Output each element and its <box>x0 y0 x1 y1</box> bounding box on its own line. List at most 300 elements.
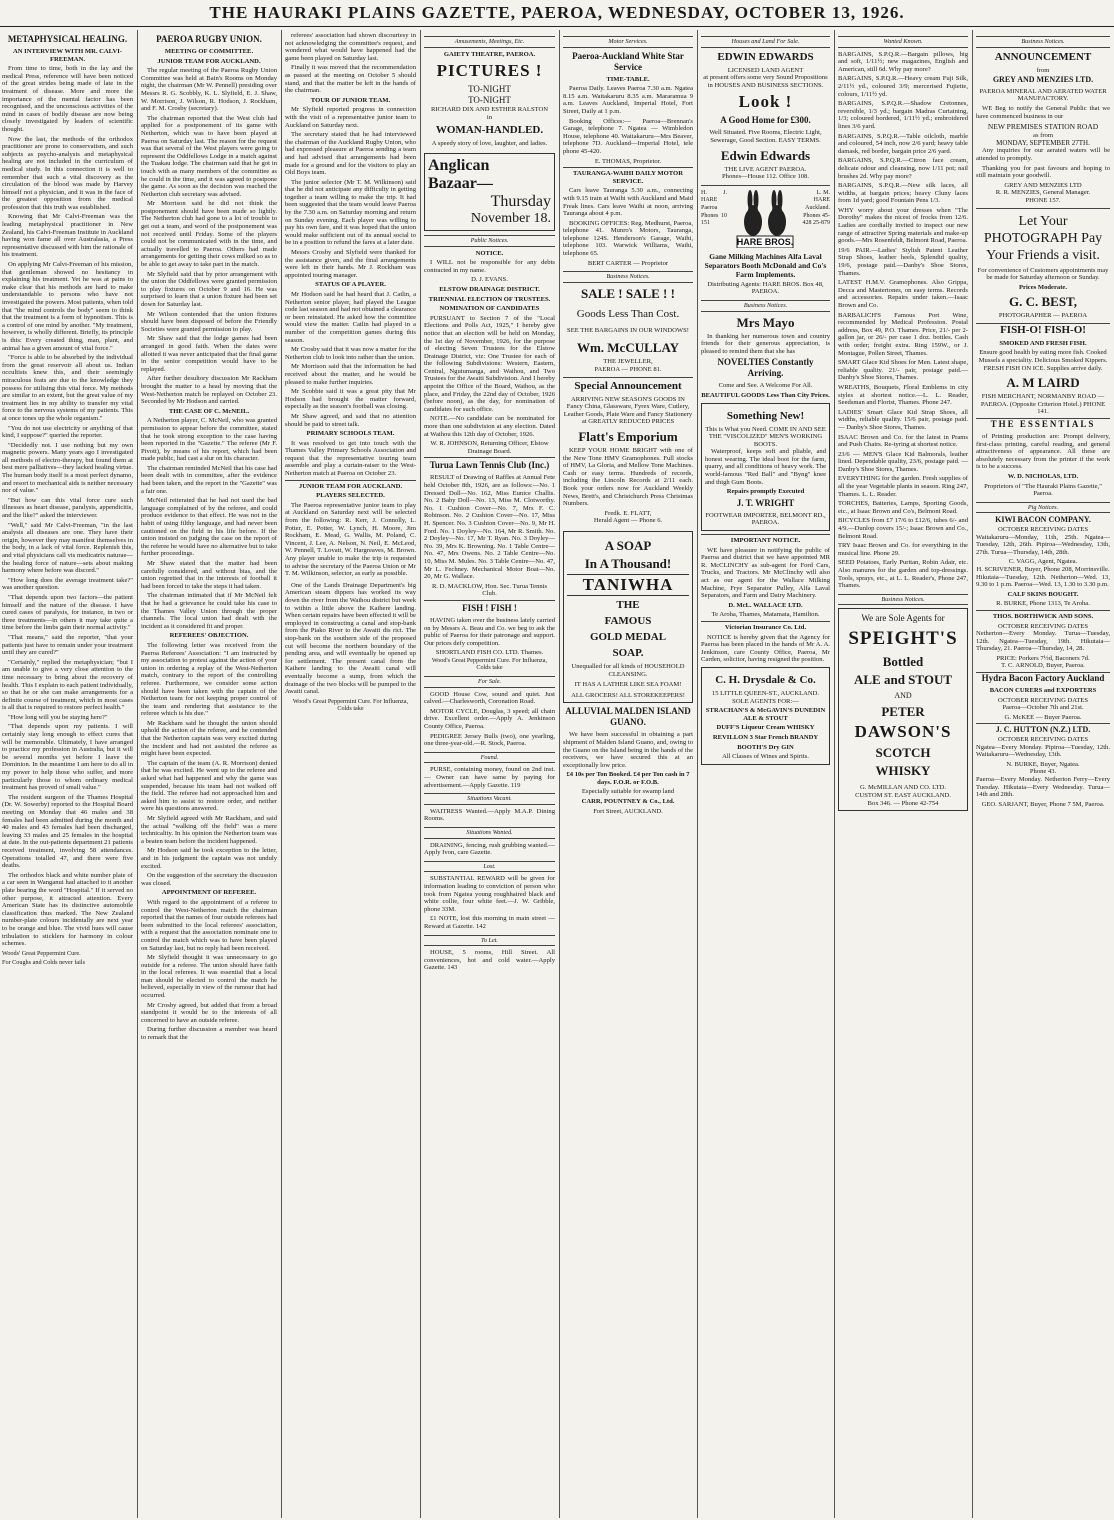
ale-line: ALE and STOUT <box>853 672 953 688</box>
bazaar-notice <box>424 153 555 231</box>
wright-address: FOOTWEAR IMPORTER, BELMONT RD., PAEROA. <box>705 511 826 527</box>
agent-title: THE LIVE AGENT PAEROA. <box>724 165 807 173</box>
paragraph: Mr Crosby agreed, but added that from a broad standpoint it would be to the interests of all concerned to have an outside referee. <box>141 1001 277 1024</box>
company-name: CARR, POUNTNEY & Co., Ltd. <box>581 798 675 806</box>
paragraph: "How long does the average treatment take?" was another question. <box>2 576 133 592</box>
important-heading: IMPORTANT NOTICE. <box>701 534 830 545</box>
section-heading: PLAYERS SELECTED. <box>316 492 385 500</box>
fish-heading: FISH-O! FISH-O! <box>976 323 1110 337</box>
soap-text: Unequalled for all kinds of HOUSEHOLD CLEANSING. <box>571 662 685 678</box>
agent-title: LICENSED LAND AGENT <box>727 66 804 74</box>
column-business-notices <box>976 32 1110 1516</box>
section-header: Pig Notices. <box>976 502 1110 514</box>
hare-logo-icon <box>731 188 799 248</box>
classified: GOOD House Cow, sound and quiet. Just calved.—Charlesworth, Coronation Road. <box>424 690 555 706</box>
paragraph: Finally it was moved that the recommendation as passed at the meeting on October 5 should stand, and that the matter be left in the hands of the chairman. <box>285 64 416 95</box>
paragraph: McNeil reiterated that he had not used the bad language complained of by the referee, and could produce evidence to that effect. He was not in the habit of using filthy language, and had never been cautioned on the field in his life before. If the union insisted on judging the case on the report of the referee he would have no alternative but to take further proceedings. <box>141 497 277 558</box>
paragraph: The following letter was received from the Paeroa Referees' Association: "I am instructed by my association to protest against the action of your union in ordering a replay of the West-Netherton match, contrary to the report of the controlling referee. Furthermore, we consider some action should have been taken with the captain of the Netherton team for not keeping proper control of the team and rendering that assistance to the referee which is his due." <box>141 641 277 718</box>
bazaar-line: Thursday <box>490 192 551 210</box>
hutton-name: J. C. HUTTON (N.Z.) LTD. <box>976 723 1110 734</box>
announcement-heading: ANNOUNCEMENT <box>994 50 1092 63</box>
paragraph: Mr Rackham said he thought the union should uphold the action of the referee, and he contended that the Netherton captain was very excited during the incident and had not assisted the referee as might have been expected. <box>141 719 277 758</box>
as-from: as from <box>1033 132 1053 140</box>
hare-bros-ad <box>701 185 830 250</box>
phone-line: Phone 43. <box>1029 768 1057 776</box>
premises-line: NEW PREMISES STATION ROAD <box>987 122 1099 132</box>
paragraph: Mr Scobbie said it was a great pity that Mr Hodson had brought the matter forward, especially as the season's football was closing. <box>285 388 416 411</box>
product-line: All Classes of Wines and Spirits. <box>722 753 809 761</box>
agent-name: Edwin Edwards <box>720 147 811 163</box>
paragraph: Mr Slyfield said that by prior arrangement with the union the Oddfellows were granted permission to play fixtures on October 9 and 16. He was surprised to learn that a union fixture had been set down for Saturday last. <box>141 270 277 308</box>
soap-text: IT HAS A LATHER LIKE SEA FOAM! <box>574 681 682 689</box>
paragraph: The chairman reported that the West club had applied for a postponement of its game with Netherton, which was to have been played at Paeroa on Saturday last. The reason for the request was that several of the West players were going to represent the Oddfellows Lodge in a match against the Tuakau lodge. The chairman said that he got in touch with as many members of the committee as he could in the time, and it was agreed to postpone the game. As soon as the decision was reached the Netherton club secretary was advised. <box>141 114 277 198</box>
paragraph: The resident surgeon of the Thames Hospital (Dr. W. Sowerby) reported to the Hospital Board meeting on Monday that 46 males and 38 females had been admitted during the month and 40 males and 43 females had been discharged, leaving 33 males and 25 females in the hospital at date. In the out-patients department 21 patients received treatment, involving 58 attendances. Operations totalled 47, and there were five deaths. <box>2 793 133 870</box>
paragraph: Mr Slyfield thought it was unnecessary to go outside for a referee. The union should have faith in the local referees. It was essential that a local man should be elected to control the match he believed, especially in view of the rumour that had occurred. <box>141 954 277 1000</box>
notice-title: FISH ! FISH ! <box>424 600 555 614</box>
drysdale-ad <box>701 667 830 765</box>
bargains-text: SEE THE BARGAINS IN OUR WINDOWS! <box>567 326 689 334</box>
section-header: Business Notices. <box>976 36 1110 48</box>
mcmillan-address: CUSTOM ST. EAST AUCKLAND. <box>855 791 951 799</box>
paragraph: Ngatea—Every Monday. Pipiroa—Tuesday, 12th. Waitakaruru—Wednesday, 13th. <box>976 743 1110 759</box>
signature: H. SCRIVENER, Buyer, Phone 208, Morrinsville. <box>976 565 1110 573</box>
paragraph: WE Beg to notify the General Public that we have commenced business in our <box>976 104 1110 120</box>
column-metaphysical-healing <box>2 32 133 1516</box>
signature: GREY AND MENZIES LTD <box>1004 181 1082 189</box>
classified: £1 NOTE, lost this morning in main street — Reward at Gazette. 142 <box>424 915 555 930</box>
article-title: PAEROA RUGBY UNION. <box>156 34 262 44</box>
paragraph: NOTICE is hereby given that the Agency for Paeroa has been placed in the hands of Mr A. A. Jenkinson, care County Office, Paeroa, Mr Carden, solicitor, having resigned the position. <box>701 633 830 664</box>
paragraph: From time to time, both in the lay and the medical Press, reference will have been noticed of the great strides being made of late in the treatment of disease. More and more the importance of the mental factor has been recognised, and the unconscious activities of the mind in cases of bodily disease are now being closely investigated by leaders of scientific thought. <box>2 65 133 133</box>
paragraph: One of the Lands Drainage Department's big American steam dippers has worked its way down the river from the Waihou district but week to within a little above the Kaihere landing. When certain repairs have been effected it will be employed in constructing a canal and stop-bank from the Piako River to the Awaiti dis rict. The stop-bank on the southern side of the proposed cut will become the northern boundary of the pending area, and will eventually be opened up for settlement. The present canal from the Kaihere landing to the Awaiti canal will eventually become a sump, from which the drainage of the two blocks will be pumped to the Awaiti canal. <box>285 581 416 696</box>
drysdale-address: 15 LITTLE QUEEN-ST., AUCKLAND. <box>711 689 820 697</box>
paragraph: Netherton—Every Monday. Turua—Tuesday, 12th. Ngatea—Tuesday, 19th. Hikutaia—Thursday, 21. Paeroa—Thursday, 14, 28. <box>976 630 1110 653</box>
novelties-heading: NOVELTIES Constantly Arriving. <box>717 357 814 379</box>
paragraph: HAVING taken over the business lately carried on by Messrs A. Beau and Co. we beg to ask the public of Paeroa for their patronage and support. Our prices defy competition. <box>424 616 555 647</box>
paragraph: We have been successful in obtaining a part shipment of Malden Island Guano, and, owing to the Guano on the Island being in the hands of the receivers, we have secured this at an exceptionally low price. <box>563 731 693 769</box>
paragraph: Hikutaia—Tuesday, 12th. Netherton—Wed. 13, 9.30 to 1 p.m. Paeroa—Wed. 13, 1.30 to 3.30 p.m. <box>976 573 1110 589</box>
signature: SHORTLAND FISH CO. LTD. Thames. <box>435 649 544 657</box>
column-wanted-known <box>838 32 968 1516</box>
paragraph: Any inquiries for our aerated waters will be attended to promptly. <box>976 147 1110 162</box>
paragraph: I WILL not be responsible for any debts contracted in my name. <box>424 259 555 274</box>
soap-line: SOAP. <box>612 646 644 659</box>
paragraph: During further discussion a member was heard to remark that the <box>141 1026 277 1042</box>
mayo-footer: BEAUTIFUL GOODS Less Than City Prices. <box>701 391 830 399</box>
article-subtitle: MEETING OF COMMITTEE. <box>164 48 254 55</box>
goods-heading: Goods Less Than Cost. <box>576 307 680 320</box>
repairs-line: Repairs promptly Executed <box>726 488 805 496</box>
dates-heading: OCTOBER RECEIVING DATES <box>998 525 1088 533</box>
section-header: Situations Wanted. <box>424 827 555 839</box>
classified: SUBSTANTIAL REWARD will be given for information leading to conviction of person who took from Ngatea young roughhaired black and white collie, four white feet.—J. W. Gribble, phone 33M. <box>424 875 555 913</box>
section-header: Amusements, Meetings, Etc. <box>424 36 555 48</box>
classified: 19/6 PAIR.—Ladies' Stylish Patent Leather Strap Shoes, leather heels, Splendid quality, 19/6, postage paid.—Danby's Shoe Stores, Thames. <box>838 246 968 277</box>
taniwha-brand: TANIWHA <box>567 574 689 596</box>
guano-title: ALLUVIAL MALDEN ISLAND GUANO. <box>565 706 691 728</box>
film-stars: RICHARD DIX AND ESTHER RALSTON <box>430 106 549 114</box>
signature: Herald Agent — Phone 6. <box>593 517 663 525</box>
paragraph: The Paeroa representative junior team to play at Auckland on Saturday next will be selected from the following: R. Kerr, J. Connolly, L. Potter, E. Potter, W. Lynch, H. Moore, Jim Rockham, E. Mead, G. Wallis, M. Poland, C. Vincent, J. Lee, A. Nelson, N. Neil, E. McLeod, W. Pennell, T. Lovatt, W. Hargreaves, M. Brown. Any player unable to make the trip is requested to advise the secretary of the Paeroa Union or Mr T. M. Wilkinson, selector, as early as possible. <box>285 501 416 578</box>
paragraph: Mr Shaw said that the lodge games had been arranged in good faith. When the dates were allotted it was never anticipated that the final game in the senior competition would have to be replayed. <box>141 335 277 373</box>
paragraph: Mr Shaw agreed, and said that no attention should be paid to street talk. <box>285 412 416 428</box>
paragraph: Waterproof, keeps soft and pliable, and honest wearing. The ideal boot for the farm, quarry, and all conditions of heavy work. The world-famous "Red Ball" and "Byng" knee and thigh Gum Boots. <box>705 448 826 486</box>
paragraph: It was resolved to get into touch with the Thames Valley Primary Schools Association and request that the representative touring team assemble and play a curtain-raiser to the West-Netherton match at Paeroa on October 23. <box>285 439 416 478</box>
mayo-name: Mrs Mayo <box>736 314 795 330</box>
nicholas-name: W. D. NICHOLAS, LTD. <box>1007 473 1079 480</box>
mcmillan-contact: Box 346. — Phone 42-754 <box>867 799 939 807</box>
and-line: AND <box>894 691 912 701</box>
classified: LATEST H.M.V. Gramophones. Also Grippa, Decca and Mastertones, on easy terms. Records and accessories. Repairs under taken.—Isaac Brown and Co. <box>838 279 968 309</box>
classified: BARGAINS, S.P.Q.R.—Shadow Cretonnes, reversible, 1/3 yd.; bargain Madras Curtaining, 1/3; coloured bordered, 1/11½ yd.; embroidered lines 3/6 yard. <box>838 100 968 130</box>
photographer-line: PHOTOGRAPHER — PAEROA <box>998 312 1088 320</box>
soap-line: GOLD MEDAL <box>589 630 667 643</box>
paragraph: Paeroa Daily. Leaves Paeroa 7.30 a.m. Ngatea 8.15 a.m. Waitakaruru 8.35 a.m. Mararamua 9 a.m. Leaves Auckland, Imperial Hotel, Fort Street, Daily at 1 p.m. <box>563 85 693 115</box>
price-line: PRICE: Porkers 7½d, Baconers 7d. <box>996 654 1090 662</box>
film-title: WOMAN-HANDLED. <box>435 124 544 137</box>
article-subtitle: JUNIOR TEAM FOR AUCKLAND. <box>157 57 261 65</box>
paragraph: The junior selector (Mr T. M. Wilkinson) said that he did not anticipate any difficulty in getting together a team willing to make the trip. It had been suggested that the team would leave Paeroa by the 7.30 a.m. on Saturday morning and return on Sunday evening. Each player was willing to pay his own fare, and it was hoped that the union would make sufficient out of its annual social to be in a position to refund the fares at a later date. <box>285 178 416 247</box>
signature: R. R. MENZIES, General Manager. <box>995 189 1091 197</box>
paragraph: "Decidedly not. I use nothing but my own magnetic powers. Many years ago I investigated all methods of electro-therapy, but found them at best mere palliatives—they lacked healing virtue. The human body itself is a most perfect dynamo, and resort to mechanical aids is neither necessary nor of value." <box>2 441 133 495</box>
section-header: For Sale. <box>424 676 555 688</box>
section-heading: JUNIOR TEAM FOR AUCKLAND. <box>285 480 416 491</box>
paragraph: Messrs Crosby and Slyfield were thanked for the assistance given, and the final arrangements were left in their hands. Mr J. Rockham was appointed touring manager. <box>285 249 416 279</box>
notice-title: NOMINATION OF CANDIDATES <box>439 305 540 313</box>
whisky-line: WHISKY <box>875 763 931 779</box>
signature: E. THOMAS, Proprietor. <box>594 157 662 165</box>
bazaar-line: November 18. <box>470 210 551 226</box>
section-header: Motor Services. <box>563 36 693 48</box>
classified: SMART Glace Kid Shoes for Men. Latest shape, reliable quality. 21/- pair, postage paid.—Danby's Shoe Stores, Thames. <box>838 359 968 382</box>
column-rule <box>281 30 282 1518</box>
classified: MOTOR CYCLE, Douglas, 3 speed; all chain drive. Excellent order.—Apply A. Jenkinson County Office, Paeroa. <box>424 707 555 731</box>
agent-name: EDWIN EDWARDS <box>717 50 814 63</box>
from-label: from <box>1036 66 1050 74</box>
peter-line: PETER <box>881 704 925 720</box>
speights-ad <box>838 608 968 811</box>
signature: C. VAGG, Agent, Ngatea. <box>1008 558 1078 566</box>
section-header: To Let. <box>424 935 555 947</box>
calf-heading: CALF SKINS BOUGHT. <box>1007 590 1079 598</box>
paragraph: BOOKING OFFICES: Reg. Medhurst, Paeroa, telephone 41. Munro's Motors, Tauranga, telephone 124S. Henderson's Garage, Waihi, telephone 103. Warwick Williams, Waihi, telephone 65. <box>563 219 693 258</box>
paragraph: The captain of the team (A. R. Morrison) denied that he was excited. He went up to the referee and asked what had happened and why the game was suspended, because his team had not walked off the field. The referee had not approached him and asked him to assist to restore order, and neither were his questions answered. <box>141 759 277 813</box>
paragraph: The chairman reminded McNeil that his case had been dealt with in committee, after the evidence had been taken, and the report in the "Gazette" was a fair one. <box>141 464 277 495</box>
paragraph: After further desultory discussion Mr Rackham brought the matter to a head by moving that the West-Netherton match be replayed on October 23. Seconded by Mr Hodson and carried. <box>141 375 277 406</box>
soap-ad <box>563 531 693 703</box>
drysdale-name: C. H. Drysdale & Co. <box>715 673 816 686</box>
classified: PEDIGREE Jersey Bulls (two), one yearling, one three-year-old.—R. Stock, Paeroa. <box>424 732 555 748</box>
paragraph: "You do not use electricity or anything of that kind, I suppose?" queried the reporter. <box>2 424 133 440</box>
date-line: MONDAY, SEPTEMBER 27TH. <box>996 138 1090 147</box>
section-heading: APPOINTMENT OF REFEREE. <box>161 889 257 897</box>
distributor: Distributing Agents: HARE BROS. Box 48, PAEROA. <box>707 280 824 296</box>
classified: ISAAC Brown and Co. for the latest in Prams and Push Chairs. Re-tyring at shortest notice. <box>838 433 968 449</box>
section-header: Public Notices. <box>424 235 555 247</box>
signature: R. D. MACKLOW, Hon. Sec. Turua Tennis Club. <box>431 582 548 598</box>
mayo-invite: Come and See. A Welcome For All. <box>718 382 813 390</box>
ad-line: Woods' Great Peppermint Cure. <box>2 949 81 957</box>
classified: 23/6 — MEN'S Glace Kid Balmorals, leather lined. Dependable quality, 23/6, postage paid. — Danby's Shoe Stores, Thames. <box>838 450 968 473</box>
section-heading: REFEREES' OBJECTION. <box>169 632 249 640</box>
classified: DRAINING, fencing, rush grubbing wanted.—Apply Ivon, care Gazette. <box>424 841 555 857</box>
paragraph: RESULT of Drawing of Raffles at Annual Fete held October 8th, 1926, are as follows:—No. 1 Dressed Doll—No. 162, Miss Eunice Challis. No. 2 Baby Doll—No. 13, Miss M. Clotworthy. No. 1 Cushion Cover—No. 7, Mrs F. C. Robinson. No. 2 Cushion Cover—No. 17, Miss H. Spencer. No. 3 Cushion Cover—No. 9, Mr H. Ford. No. 1 Doyley—No. 164, Mr R. Smith. No. 2 Doyley—No. 17, Mr T. Ryan. No. 3 Doyley—No. 39, Mrs K. Browning. No. 1 Table Centre—No. 47, Mrs Owens. No. 2 Table Centre—No. 10, Miss M. Mules. No. 3 Table Centre—No. 47, Mr L. Fechney. Mechanical Motor Boat—No. 20, Mr G. Wallace. <box>424 474 555 581</box>
product-line: BOOTH'S Dry GIN <box>737 743 794 751</box>
classified: BARGAINS, S.P.Q.R.—Bargain pillows, big and soft, 1/11½; new magazines, English and American, still 6d. Why pay more? <box>838 50 968 73</box>
column-rule <box>834 30 835 1518</box>
paragraph: Mr Hodson said he had heard that J. Catlin, a Netherton senior player, had played the League code last season and had not obtained a clearance or been reinstated. He asked how the committee would view the matter. Catlin had played in a number of the competition games during this season. <box>285 291 416 344</box>
column-rule <box>559 30 560 1518</box>
wallace-address: Te Aroha, Thames, Matamata, Hamilton. <box>711 611 820 619</box>
signature: N. BURKE, Buyer, Ngatea. <box>1006 760 1080 768</box>
agent-phones: Phones—House 112. Office 108. <box>722 173 809 181</box>
proprietors-line: Proprietors of "The Hauraki Plains Gazette," Paeroa. <box>984 482 1102 498</box>
guano-price: £4 10s per Ton Booked. £4 per Ton cash in 7 days. F.O.R. or F.O.B. <box>566 771 690 786</box>
notice-title: TRIENNIAL ELECTION OF TRUSTEES. <box>428 295 551 303</box>
jeweller-address: PAEROA — PHONE 81. <box>594 366 662 374</box>
sale-heading: SALE ! SALE ! ! <box>581 285 675 301</box>
paragraph: "That means," said the reporter, "that your patients just have to remain under your treatment until they are cured?" <box>2 633 133 657</box>
column-amusements <box>424 32 555 1516</box>
bazaar-line: Bazaar— <box>428 174 493 192</box>
product-line: DUFF'S Liqueur Cream WHISKY <box>716 724 815 732</box>
tonight-label: TO-NIGHT TO-NIGHT <box>468 84 511 106</box>
speights-brand: SPEIGHT'S <box>848 628 958 650</box>
hare-bros-label: HARE BROS. <box>736 236 794 247</box>
classified: EVERYTHING for the garden. Fresh supplies of all the year Vegetable plants in season. Ring 247, Thames. L. L. Reader. <box>838 475 968 498</box>
paragraph: "Certainly," replied the metaphysician; "but I am unable to give a very close attention to the time necessary to bring about the recovery of health. This I explain to each patient individually, so that he or she can make arrangements for a definite course of treatment, which in most cases is all that is required to restore perfect health." <box>2 658 133 712</box>
paragraph: "That depends upon two factors—the patient himself and the nature of the disease. I have cured cases of paralysis, for instance, in two or three treatments—in others it may take quite a time before the limbs gain their normal activity." <box>2 593 133 632</box>
article-title: METAPHYSICAL HEALING. <box>7 34 128 44</box>
paragraph: Mr Slyfield agreed with Mr Rackham, and said the actual "walking off the field" was a mere technicality. In his opinion the Netherton team was a beaten team before the incident happened. <box>141 815 277 845</box>
section-header: Situations Vacant. <box>424 793 555 805</box>
jeweller-title: THE JEWELLER, <box>603 358 653 366</box>
column-houses-land <box>701 32 830 1516</box>
paragraph: "That depends upon my patients. I will certainly stay long enough to effect cures that will be memorable. Ultimately, I have arranged to practice my profession in Australia, but it will be several months yet before I leave the Dominion. In the meantime I am here to do all in my power to help those who suffer, and more particularly those to whom ordinary medical treatment has proved of small value." <box>2 723 133 792</box>
classified: BARBALICH'S Famous Port Wine, recommended by Medical Profession. Postal address, Box 49, P.O. Thames. Price, 21/- per 2-gallon jar, or 26/- per case 1 doz. bottles. Cash with order; freight extra. Ring 159W., or J. Montague, Pollen Street, Thames. <box>838 311 968 357</box>
pictures-heading: PICTURES ! <box>436 61 543 81</box>
paragraph: of Printing production are: Prompt delivery, first-class printing, careful reading, and general attractiveness of appearance. All these are absolutely necessary from the printer if the work is to be a success. <box>976 433 1110 471</box>
column-rule <box>420 30 421 1518</box>
classified: WHY worry about your dresses when "The Dorothy" makes the nicest of frocks from 12/6. Ladies are cordially invited to inspect our new range of attractive Spring materials and make-up goods.—Mrs Rosenfeldt, Belmont Road, Paeroa. <box>838 206 968 245</box>
signature: BERT CARTER — Proprietor <box>587 259 669 267</box>
paragraph: PURSUANT to Section 7 of the "Local Elections and Polls Act, 1925," I hereby give notice that an election will be held on Monday, the 1st day of November, 1926, for the purpose of electing Seven Trustees for the Elstow Drainage District, viz: One Trustee for each of the following Subdivisions: Western, Eastern, Central, Ngutumanga, and Waihou, and Two Trustees for the Awaiti Subdivision. And I hereby appoint the Office of the Board, Waihou, as the place, and Friday, the 22nd day of October, 1926 (before noon), as the day, for nomination of candidates for such office. <box>424 314 555 413</box>
paragraph: Mr Wilson contended that the union fixtures should have been disposed of before the Friendly Societies were granted permission to play. <box>141 310 277 333</box>
classified: HOUSE, 5 rooms, Hill Street. All conveniences, hot and cold water.—Apply Gazette. 143 <box>424 949 555 972</box>
product-line: REVILLON 3 Star French BRANDY <box>712 733 819 741</box>
paragraph: at present offers some very Sound Propositions in HOUSES AND BUSINESS SECTIONS. <box>703 74 828 89</box>
section-header: Found. <box>424 752 555 764</box>
smoked-line: SMOKED AND FRESH FISH. <box>999 339 1087 347</box>
paragraph: Now the last, the methods of the orthodox practitioner are prone to conservatism, and such subjects as psycho-analysis and metaphysical healing are not included in the curriculum of medical study. In this connection it is well to remember that such a vital discovery as the circulation of the blood was made by Harvey himself not a physician, and it was in the face of the greatest opposition from the medical profession that this truth was established. <box>2 135 133 211</box>
scotch-line: SCOTCH <box>875 745 931 761</box>
paragraph: Mr Hodson said he took exception to the letter, and in his judgment the captain was not unduly excited. <box>141 847 277 870</box>
article-subtitle: AN INTERVIEW WITH MR. CALVI-FREEMAN. <box>12 48 122 63</box>
notice-title: Turua Lawn Tennis Club (Inc.) <box>424 457 555 471</box>
column-rugby-union <box>141 32 277 1516</box>
column-motor-services <box>563 32 693 1516</box>
paragraph: On applying Mr Calvi-Freeman of his mission, that gentleman showed no hesitancy in explaining his treatment. Yet he was at pains to make clear that his methods are hard to make understandable to persons who have not investigated the powers. Most patients, when told that "the mind controls the body" seem to think that the treatment is a form of hypnotism. This is a control of one mind by another. "My treatment, however, is wholly different. Briefly, its principle is this: Every created thing, man, plant, and animal has a given amount of vital force." <box>2 261 133 352</box>
dawsons-brand: DAWSON'S <box>854 722 952 742</box>
paragraph: Mr Slyfield reported progress in connection with the visit of a representative junior team to Auckland on Saturday next. <box>285 106 416 129</box>
section-heading: THE CASE OF C. McNEIL. <box>168 407 250 415</box>
paragraph: Knowing that Mr Calvi-Freeman was the leading metaphysical practitioner in New Zealand, his Calvi-Freeman Institute in Auckland having won fame all over Australasia, a Press representative discussed with him the rationale of his treatment. <box>2 213 133 259</box>
kiwi-name: KIWI BACON COMPANY. <box>995 515 1091 525</box>
paragraph: The regular meeting of the Paeroa Rugby Union Committee was held at Bain's Rooms on Monday night, the chairman (Mr W. Pennell) presiding over Messrs R. G. Scobbly, K. L. Slyfield, E. J. Shaw, W. Morrison, J. Wilson, R. Hodson, J. Rockham, and F. M. Crosby (secretary). <box>141 67 277 113</box>
classified: PURSE, containing money, found on 2nd inst. — Owner can have same by paying for advertisement.—Apply Gazette. 119 <box>424 766 555 789</box>
product-line: STRACHAN'S & McGAVIN'S DUNEDIN ALE & STOUT <box>705 707 826 722</box>
paragraph: Waitakaruru—Monday, 11th, 25th. Ngatea—Tuesday, 12th, 26th. Pipiroa—Wednesday, 13th, 27th. Turua—Thursday, 14th, 28th. <box>976 533 1110 556</box>
section-header: Lost. <box>424 861 555 873</box>
laird-name: A. M LAIRD <box>1006 375 1080 391</box>
grey-menzies-name: GREY AND MENZIES LTD. <box>992 75 1094 85</box>
signature: Fredk. E. FLATT, <box>604 509 652 517</box>
paragraph: "Well," said Mr Calvi-Freeman, "in the last analysis all diseases are one. They have their origin, however they may manifest themselves in the body, in a lack of vital force. Replenish this, and vital physicians call vis medicatrix naturae—the healing force of nature—sets about making harmony where before was discord." <box>2 521 133 575</box>
soap-line: FAMOUS <box>604 614 652 627</box>
company-address: Fort Street, AUCKLAND. <box>593 807 663 815</box>
paragraph: Mr Morrison said that the information he had received about the matter, and he would be pleased to make further inquiries. <box>285 363 416 386</box>
signature: R. BURKE, Phone 1313, Te Aroha. <box>996 600 1090 608</box>
paragraph: Cars leave Tauranga 5.30 a.m., connecting with 9.15 train at Waihi with Auckland and Maid Freak lines. Cars leave Waihi at noon, arriving Tauranga about 4 p.m. <box>563 187 693 218</box>
paragraph: ARRIVING NEW SEASON'S GOODS IN Fancy China, Glassware, Fyrex Ware, Cutlery, Leather Goods, Plate Ware and Fancy Stationery at GREATLY REDUCED PRICES <box>563 395 693 426</box>
classified: WAITRESS Wanted.—Apply M.A.P. Dining Rooms. <box>424 807 555 823</box>
soap-text: ALL GROCERS! ALL STOREKEEPERS! <box>571 691 685 699</box>
paragraph: Well Situated. Five Rooms, Electric Light, Sewerage, Good Section. EASY TERMS. <box>709 129 822 144</box>
paragraph: WE have pleasure in notifying the public of Paeroa and district that we have appointed MR R. McCLINCHY as sub-agent for Ford Cars, Trucks, and Tractors. Mr McClinchy will also act as our agent for the Wallace Milking Machine, Frye Separator Pulley, Alfa Laval Separators, and Farm and Dairy Machinery. <box>701 546 830 600</box>
signature: T. C. ARNOLD, Buyer, Paeroa. <box>1001 662 1085 670</box>
essentials-heading: THE ESSENTIALS <box>976 418 1110 430</box>
paragraph: Mr Shaw stated that the matter had been carefully considered, and without bias, and the union regretted that in the interests of football it had been forced to take the steps it had taken. <box>141 560 277 590</box>
column-rule <box>697 30 698 1518</box>
paragraph: referees' association had shown discourtesy in not acknowledging the committee's request, and wondered what would have happened had the game been played on Saturday last. <box>285 32 416 62</box>
classified: BARGAINS, S.P.Q.R.—Heavy cream Fuji Silk, 2/11½ yd., coloured 3/9; mercerised Fujiette, colours, 1/11½ yd. <box>838 75 968 98</box>
jeweller-name: Wm. McCULLAY <box>576 340 680 356</box>
dates-heading: OCTOBER RECEIVING DATES <box>998 736 1088 744</box>
soap-line: A SOAP <box>604 537 652 553</box>
wallace-name: D. McL. WALLACE LTD. <box>728 601 803 609</box>
bottled-line: Bottled <box>882 654 924 670</box>
paragraph: Paeroa—Every Monday. Netherton Ferry—Every Tuesday. Hikutaia—Every Wednesday. Turua—14th and 28th. <box>976 776 1110 799</box>
section-header: Houses and Land For Sale. <box>701 36 830 48</box>
classified: LADIES' Smart Glace Kid Strap Shoes, all widths, reliable quality. 15/6 pair, postage paid. — Danby's Shoe Stores, Thames. <box>838 408 968 431</box>
emporium-name: Flatt's Emporium <box>578 429 678 444</box>
section-header: Wanted Known. <box>838 36 968 48</box>
home-heading: A Good Home for £300. <box>720 115 811 126</box>
curers-line: BACON CURERS and EXPORTERS <box>989 687 1097 695</box>
paragraph: Thanking you for past favours and hoping to still maintain your goodwill. <box>976 164 1110 180</box>
dates-heading: OCTOBER RECEIVING DATES <box>998 696 1088 704</box>
hare-left-info: H. J. HARE Paeroa Phones 10 151 <box>701 189 727 227</box>
phone-line: PHONE 157. <box>1025 196 1061 204</box>
photograph-heading: Let Your PHOTOGRAPH Pay Your Friends a visit. <box>976 208 1110 264</box>
laird-address: FISH MERCHANT, NORMANBY ROAD — PAEROA. (Opposite Criterion Hotel.) PHONE 141. <box>980 393 1106 416</box>
gane-heading: Gane Milking Machines Alfa Laval Separators Booth McDonald and Co's Farm Implements. <box>704 251 827 279</box>
soap-line: THE <box>616 598 640 611</box>
paragraph: Mr Morrison said he did not think the postponement should have been made so lightly. The Netherton club had gone to a lot of trouble to get out a team, and word of the postponement was not received until Friday. Some of the players could not be communicated with in the time, and actually travelled to Paeroa. Others had made arrangements for getting their cows milked so as to be able to get away to take part in the match. <box>141 200 277 269</box>
paragraph: KEEP YOUR HOME BRIGHT with one of the New Tone HMV Gramophones. Full stocks of HMV, La Gloria, and Mellow Tone Machines. Cash or easy terms. Hundreds of records, including the Lincoln Records at 2/11 each. Book your orders now for Auckland Weekly News, Brett's, and Christchurch Press Christmas Numbers. <box>563 447 693 508</box>
guano-note: Especially suitable for swamp land <box>581 788 675 796</box>
dates-heading: OCTOBER RECEIVING DATES <box>998 622 1088 630</box>
paragraph: "How long will you be staying here?" <box>8 713 108 721</box>
prices-line: Prices Moderate. <box>1019 283 1067 291</box>
mcmillan-name: G. McMILLAN AND CO. LTD. <box>859 784 947 792</box>
paragraph: The orthodox black and white number plate of a car seen in Wanganui had attached to it another plate bearing the word "Hospital." If it served no other purpose, it attracted attention. Every American State has its distinctive automobile classification thus marked. The New Zealand number-plate colours incidentally are next year to be orange and blue. The vivid hues will cause tribulation to sticklers for harmony in colour schemes. <box>2 871 133 948</box>
look-heading: Look ! <box>738 92 793 112</box>
classified: WREATHS, Bouquets, Floral Emblems in city styles at shortest notice.—L. L. Reader, Seedsman and Florist, Thames. Phone 247. <box>838 383 968 407</box>
classified: SEED Potatoes, Early Puritan, Robin Adair, etc. Also manures for the garden and top-dressings. Tools, sprays, etc., at L. L. Reader's, Phone 247, Thames. <box>838 559 968 590</box>
paragraph: Booking Offices:— Paeroa—Brennan's Garage, telephone 7. Ngatea — Wimbledon House, telephone 40. Waitakaruru—Mrs Beaver, telephone 7D. Auckland—Imperial Hotel, tele phone 45-420. <box>563 117 693 155</box>
ad-line: For Coughs and Colds never fails <box>2 959 86 967</box>
classified: BARGAINS, S.P.Q.R.—Table oilcloth, marble and coloured, 54 inch, now 2/6 yard; heavy table damask, red border, bargain price 2/6 yard. <box>838 132 968 155</box>
section-heading: TOUR OF JUNIOR TEAM. <box>310 96 391 104</box>
victorian-heading: Victorian Insurance Co. Ltd. <box>701 621 830 632</box>
boots-subtitle: This is What you Need. COME IN AND SEE THE "VISCOLIZED" MEN'S WORKING BOOTS. <box>705 425 826 448</box>
hare-right-info: L. M. HARE Auckland. Phones 45-428 25-879 <box>802 189 830 227</box>
column-rugby-continued <box>285 32 416 1516</box>
paragraph: PAEROA MINERAL AND AERATED WATER MANUFACTORY. <box>979 87 1107 103</box>
service-title: Paeroa-Auckland White Star Service <box>572 50 684 72</box>
column-rule <box>972 30 973 1518</box>
service-title: TAURANGA-WAIHI DAILY MOTOR SERVICE. <box>563 167 693 185</box>
paragraph: "Force is able to be absorbed by the individual from the great reservoir all about us. Indian occultists knew this, and their seemingly miraculous feats are due to the knowledge they possess for utilising this vital force. My methods are similar to an extent, but the great value of my treatment lies in my ability to transfer my vital force to the nervous systems of my patients. This at once tones up the whole organism." <box>2 354 133 422</box>
ad-line: Wood's Great Peppermint Cure. For Influenza, Colds take <box>292 697 409 713</box>
section-heading: PRIMARY SCHOOLS TEAM. <box>306 430 395 438</box>
ad-line: Wood's Great Peppermint Cure. For Influenza, Colds take <box>431 656 548 672</box>
signature: D. J. EVANS. <box>471 276 508 284</box>
section-header: Business Notices. <box>838 594 968 606</box>
boots-ad <box>701 403 830 532</box>
section-header: Business Notices. <box>701 300 830 312</box>
in-label: in <box>486 113 493 121</box>
paragraph: On the suggestion of the secretary the discussion was closed. <box>141 872 277 887</box>
paragraph: "But how can this vital force cure such illnesses as heart disease, paralysis, appendicitis, and the like?" asked the interviewer. <box>2 496 133 520</box>
sole-agents: SOLE AGENTS FOR:— <box>732 697 799 705</box>
something-new-heading: Something New! <box>726 409 805 422</box>
paragraph: Paeroa—October 7th and 21st. <box>1002 704 1084 712</box>
classified: BARGAINS, S.P.Q.R.—Citron face cream, delicate odour and cleansing, now 1/11 pot; nail brushes 2d. Why pay more? <box>838 157 968 180</box>
bazaar-line: Anglican <box>428 156 490 174</box>
classified: BARGAINS, S.P.Q.R.—New silk laces, all widths, at bargain prices; heavy Cluny laces from 1d yard; good Fountain Pens 1/3. <box>838 182 968 205</box>
paragraph: Ensure good health by eating more fish. Cooked Mussels a speciality. Delicious Smoked Kippers. FRESH FISH ON ICE. Supplies arrive daily. <box>978 349 1108 372</box>
classified: BICYCLES from £7 17/6 to £12/6, tubes 6/- and 4/9.—Dunlop covers 15/-; Isaac Brown and Co., Belmont Road. <box>838 517 968 540</box>
signature: GEO. SARJANT, Buyer, Phone 7 5M, Paeroa. <box>981 800 1105 808</box>
film-description: A speedy story of love, laughter, and ladies. <box>431 140 548 148</box>
wright-name: J. T. WRIGHT <box>736 497 795 508</box>
paragraph: NOTE.—No candidate can be nominated for more than one subdivision at any election. Dated at Waihou this 12th day of October, 1926. <box>424 415 555 438</box>
notice-title: NOTICE. <box>475 249 504 257</box>
section-heading: STATUS OF A PLAYER. <box>315 281 386 289</box>
theatre-name: GAIETY THEATRE, PAEROA. <box>443 50 536 58</box>
notice-title: ELSTOW DRAINAGE DISTRICT. <box>439 285 540 293</box>
classified: TRY Isaac Brown and Co. for everything in the musical line. Phone 29. <box>838 542 968 557</box>
soap-line: In A Thousand! <box>584 555 672 571</box>
timetable-title: TIME-TABLE. <box>606 75 650 83</box>
signature: W. R. JOHNSON, Returning Officer, Elstow Drainage Board. <box>430 440 549 455</box>
masthead: THE HAURAKI PLAINS GAZETTE, PAEROA, WEDNESDAY, OCTOBER 13, 1926. <box>0 0 1114 27</box>
hydra-name: Hydra Bacon Factory Auckland <box>976 672 1110 684</box>
special-heading: Special Announcement <box>563 377 693 393</box>
column-rule <box>137 30 138 1518</box>
sole-agents: We are Sole Agents for <box>861 613 945 624</box>
best-name: G. C. BEST, <box>1008 294 1078 310</box>
classified: TORCHES, Batteries, Lamps, Sporting Goods, etc., at Isaac Brown and Co's, Belmont Road. <box>838 500 968 515</box>
section-header: Business Notices. <box>563 271 693 283</box>
paragraph: The chairman intimated that if Mr McNeil felt that he had a grievance he could take his case to the Thames Valley Union through the proper channels. The local union had dealt with the incident as it considered fit and proper. <box>141 592 277 630</box>
paragraph: A Netherton player, C. McNeil, who was granted permission to appear before the committee, stated that he took strong exception to the case having been reported in the "Gazette." The referee (Mr F. Pivott), by means of his report, which had been made public, had cast a slur on his character. <box>141 417 277 463</box>
paragraph: For convenience of Customers appointments may be made for Saturday afternoon or Sunday. <box>977 266 1109 282</box>
signature: G. McKEE — Buyer Paeroa. <box>1004 713 1082 721</box>
paragraph: The secretary stated that he had interviewed the chairman of the Auckland Rugby Union, who had expressed pleasure at Paeroa sending a team and had advised that arrangements had been made for a ground and for the visitors to play an Old Boys team. <box>285 131 416 177</box>
